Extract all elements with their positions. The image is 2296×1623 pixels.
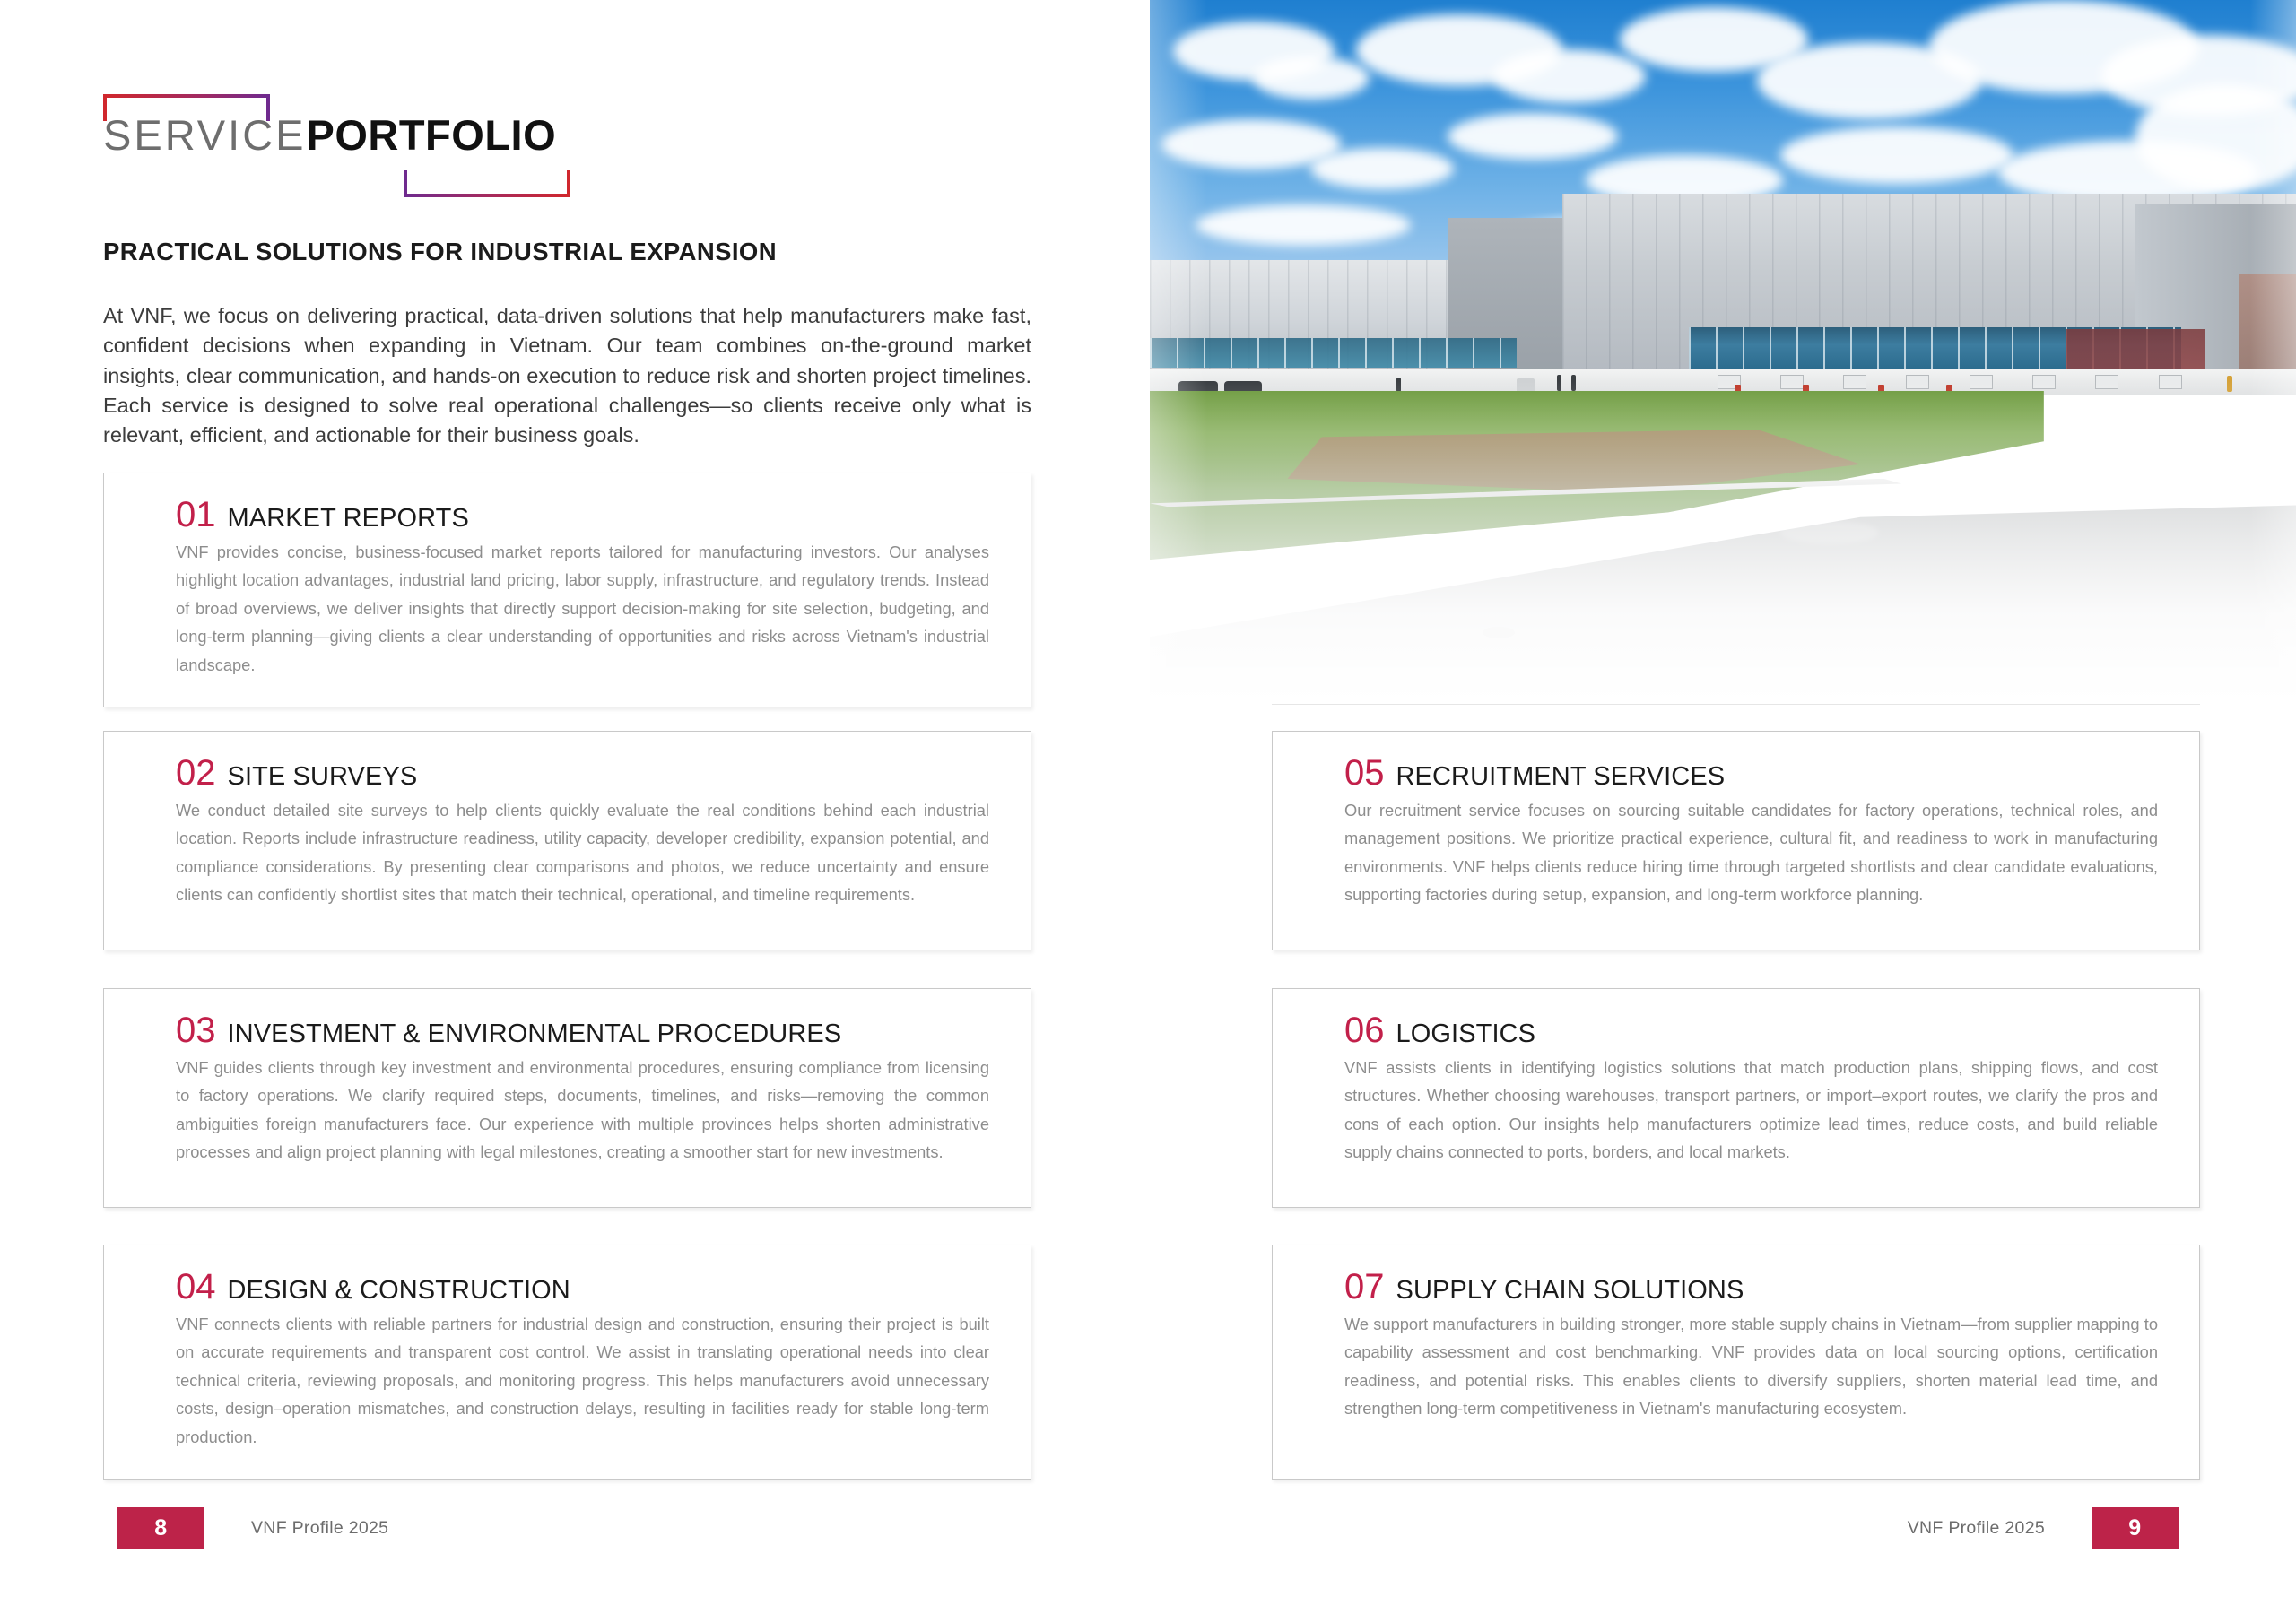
hero-photo bbox=[1150, 0, 2296, 704]
footer-label-left: VNF Profile 2025 bbox=[251, 1518, 389, 1538]
service-card-02[interactable] bbox=[103, 731, 1031, 950]
page-title bbox=[103, 111, 557, 159]
service-number: 07 bbox=[1344, 1267, 1385, 1306]
service-card-header bbox=[176, 497, 989, 533]
section-subheading: PRACTICAL SOLUTIONS FOR INDUSTRIAL EXPANSION bbox=[103, 238, 777, 265]
page-title-bold: PORTFOLIO bbox=[306, 111, 557, 159]
service-number: 05 bbox=[1344, 753, 1385, 793]
service-description: We conduct detailed site surveys to help clients quickly evaluate the real conditions behind each industrial location. Reports include infrastructure readiness, utility capacity, developer credibility, expansion potential, and compliance considerations. By presenting clear comparisons and photos, we reduce uncertainty and ensure clients can confidently shortlist sites that match their technical, operational, and timeline requirements. bbox=[176, 801, 989, 905]
page-title-block bbox=[103, 94, 605, 197]
service-description: We support manufacturers in building stronger, more stable supply chains in Vietnam—from supplier mapping to capability assessment and cost benchmarking. VNF provides data on local sourcing options, certification readiness, and potential risks. This enables clients to diversify suppliers, shorten material lead time, and strengthen long-term competitiveness in Vietnam's manufacturing ecosystem. bbox=[1344, 1315, 2158, 1419]
service-number: 04 bbox=[176, 1267, 216, 1306]
service-title: SITE SURVEYS bbox=[227, 762, 418, 791]
service-number: 02 bbox=[176, 753, 216, 793]
page-number-badge-right: 9 bbox=[2092, 1507, 2179, 1549]
service-description: VNF connects clients with reliable partners for industrial design and construction, ensuring their project is built on accurate requirements and transparent cost control. We assist in translating operational needs into clear technical criteria, reviewing proposals, and monitoring progress. This helps manufacturers avoid unnecessary costs, design–operation mismatches, and construction delays, resulting in facilities ready for stable long-term production. bbox=[176, 1315, 989, 1446]
service-card-header bbox=[176, 1269, 989, 1305]
service-card-header bbox=[1344, 1269, 2158, 1305]
photo-side-fade bbox=[1150, 0, 2296, 704]
service-card-header bbox=[176, 1012, 989, 1048]
hero-photo-frame bbox=[1150, 0, 2296, 704]
footer-label-right: VNF Profile 2025 bbox=[1907, 1518, 2045, 1538]
service-card-07[interactable] bbox=[1272, 1245, 2200, 1480]
service-card-04[interactable] bbox=[103, 1245, 1031, 1480]
service-description: VNF assists clients in identifying logistics solutions that match production plans, shipping flows, and cost structures. Whether choosing warehouses, transport partners, or import–export routes, we clarify the pros and cons of each option. Our insights help manufacturers optimize lead times, reduce costs, and build reliable supply chains connected to ports, borders, and local markets. bbox=[1344, 1058, 2158, 1162]
footer-left bbox=[117, 1507, 388, 1549]
service-title: RECRUITMENT SERVICES bbox=[1396, 762, 1726, 791]
service-card-03[interactable] bbox=[103, 988, 1031, 1208]
service-title: INVESTMENT & ENVIRONMENTAL PROCEDURES bbox=[227, 1020, 842, 1048]
service-card-05[interactable] bbox=[1272, 731, 2200, 950]
service-title: SUPPLY CHAIN SOLUTIONS bbox=[1396, 1276, 1744, 1305]
service-number: 01 bbox=[176, 495, 216, 534]
service-description: VNF provides concise, business-focused market reports tailored for manufacturing investors. Our analyses highlight location advantages, industrial land pricing, labor supply, infrastructure, and regulatory trends. Instead of broad overviews, we deliver insights that directly support decision-making for site selection, budgeting, and long-term planning—giving clients a clear understanding of opportunities and risks across Vietnam's industrial landscape. bbox=[176, 542, 989, 674]
page-left bbox=[0, 0, 1146, 1623]
service-card-06[interactable] bbox=[1272, 988, 2200, 1208]
service-title: DESIGN & CONSTRUCTION bbox=[227, 1276, 570, 1305]
footer-right bbox=[1908, 1507, 2179, 1549]
service-number: 06 bbox=[1344, 1011, 1385, 1050]
page-number-badge-left: 8 bbox=[117, 1507, 204, 1549]
service-card-header bbox=[1344, 755, 2158, 791]
intro-paragraph: At VNF, we focus on delivering practical, data-driven solutions that help manufacturers make fast, confident decisions when expanding in Vietnam. Our team combines on-the-ground market insights, clear communication, and hands-on execution to reduce risk and shorten project timelines. Each service is designed to solve real operational challenges—so clients receive only what is relevant, efficient, and actionable for their business goals. bbox=[103, 304, 1031, 447]
service-card-header bbox=[176, 755, 989, 791]
service-description: Our recruitment service focuses on sourcing suitable candidates for factory operations, technical roles, and management positions. We prioritize practical experience, cultural fit, and readiness to work in manufacturing environments. VNF helps clients reduce hiring time through targeted shortlists and clear candidate evaluations, supporting factories during setup, expansion, and long-term workforce planning. bbox=[1344, 801, 2158, 905]
page-title-thin: SERVICE bbox=[103, 111, 307, 159]
service-card-header bbox=[1344, 1012, 2158, 1048]
service-title: MARKET REPORTS bbox=[227, 504, 469, 533]
service-description: VNF guides clients through key investment and environmental procedures, ensuring compliance from licensing to factory operations. We clarify required steps, documents, timelines, and risks—removing the common ambiguities foreign manufacturers face. Our experience with multiple provinces helps shorten administrative processes and align project planning with legal milestones, creating a smoother start for new investments. bbox=[176, 1058, 989, 1162]
service-title: LOGISTICS bbox=[1396, 1020, 1536, 1048]
service-number: 03 bbox=[176, 1011, 216, 1050]
title-bracket-bottom-icon bbox=[404, 170, 570, 197]
photo-bottom-divider bbox=[1272, 704, 2200, 705]
service-card-01[interactable] bbox=[103, 473, 1031, 707]
